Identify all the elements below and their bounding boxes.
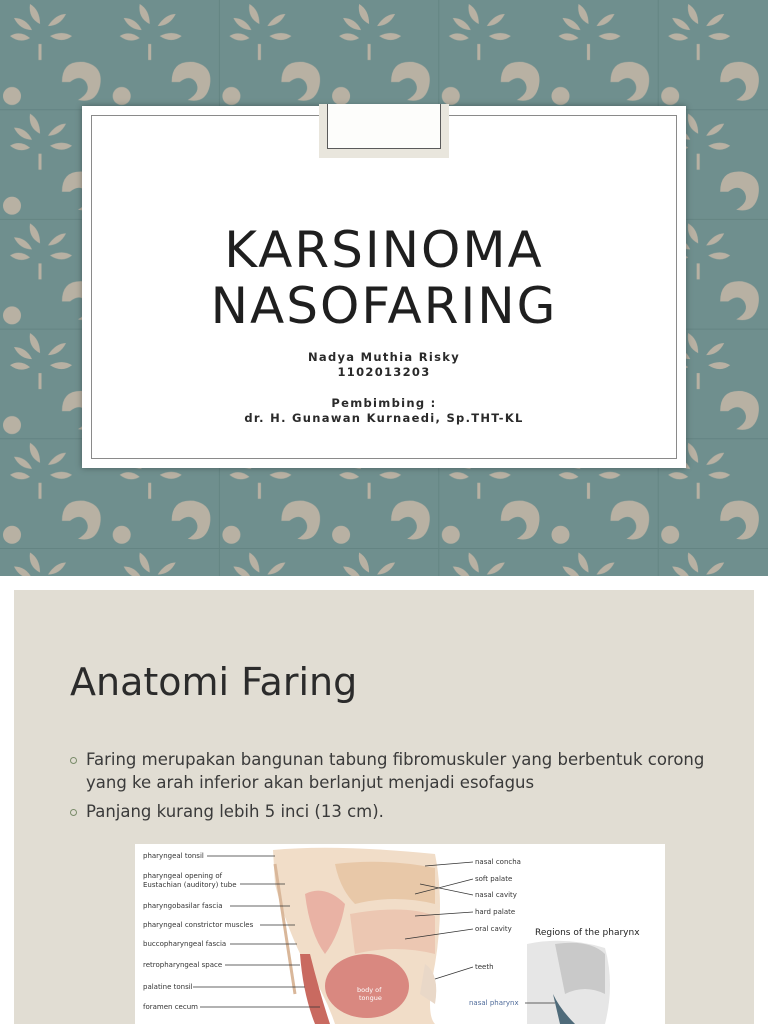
label-teeth: teeth	[475, 963, 494, 971]
bullet-list	[70, 748, 750, 829]
author-id: 1102013203	[337, 365, 431, 379]
inset-title: Regions of the pharynx	[535, 928, 640, 938]
bullet-item	[70, 800, 750, 823]
author-name: Nadya Muthia Risky	[307, 350, 461, 364]
card-tab	[319, 104, 449, 158]
label-foramen-cecum: foramen cecum	[143, 1003, 198, 1011]
label-soft-palate: soft palate	[475, 875, 513, 883]
label-constrictor-muscles: pharyngeal constrictor muscles	[143, 921, 254, 929]
bullet-text: Panjang kurang lebih 5 inci (13 cm).	[86, 802, 384, 821]
card-tab-inner	[327, 104, 441, 149]
label-pharyngobasilar-fascia: pharyngobasilar fascia	[143, 902, 223, 910]
label-retropharyngeal-space: retropharyngeal space	[143, 961, 223, 969]
label-hard-palate: hard palate	[475, 908, 516, 916]
label-oral-cavity: oral cavity	[475, 925, 512, 933]
bullet-text: Faring merupakan bangunan tabung fibromuskuler yang berbentuk corong yang ke arah inferior akan berlanjut menjadi esofagus	[86, 750, 705, 792]
pharynx-anatomy-figure	[135, 844, 665, 1024]
label-palatine-tonsil: palatine tonsil	[143, 983, 193, 991]
label-nasal-cavity: nasal cavity	[475, 891, 517, 899]
bullet-item	[70, 748, 750, 794]
label-body-of: body of	[357, 986, 382, 994]
title-line-2: NASOFARING	[210, 277, 558, 335]
label-pharyngeal-opening: pharyngeal opening of	[143, 872, 223, 880]
label-tongue: tongue	[359, 994, 382, 1002]
label-buccopharyngeal-fascia: buccopharyngeal fascia	[143, 940, 227, 948]
bullet-circle-icon	[70, 757, 77, 764]
label-eustachian-tube: Eustachian (auditory) tube	[143, 881, 237, 889]
bullet-circle-icon	[70, 809, 77, 816]
label-nasal-pharynx: nasal pharynx	[469, 999, 519, 1007]
label-nasal-concha: nasal concha	[475, 858, 521, 866]
anatomy-slide	[14, 590, 754, 1024]
title-line-1: KARSINOMA	[224, 221, 544, 279]
supervisor-name: dr. H. Gunawan Kurnaedi, Sp.THT-KL	[244, 411, 524, 425]
presentation-title	[82, 222, 686, 334]
title-card	[82, 106, 686, 468]
slide-title: Anatomi Faring	[70, 660, 358, 704]
label-pharyngeal-tonsil: pharyngeal tonsil	[143, 852, 204, 860]
supervisor-label: Pembimbing :	[331, 396, 437, 410]
